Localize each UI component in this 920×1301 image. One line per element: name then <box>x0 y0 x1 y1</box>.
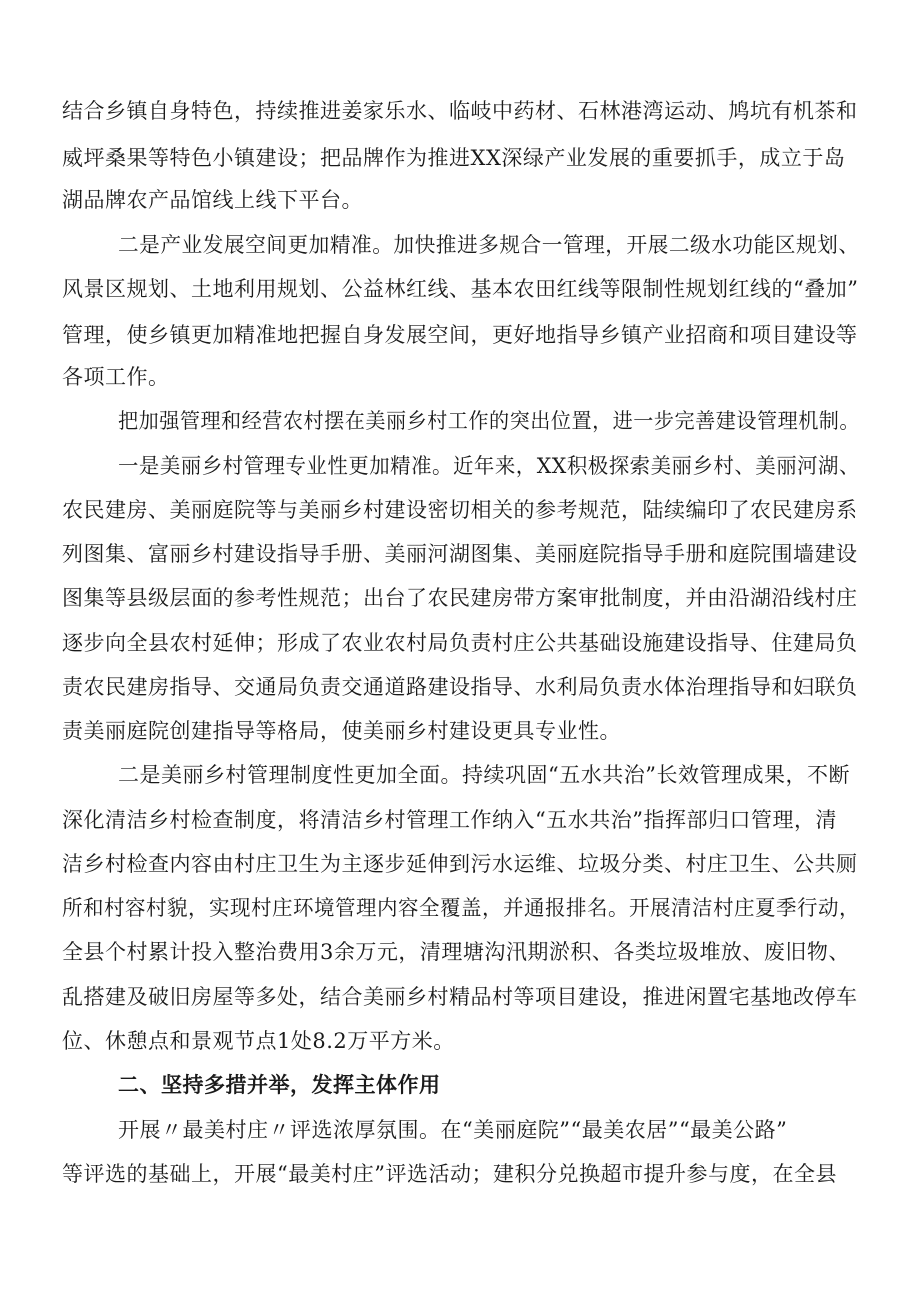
text-line: 等评选的基础上，开展“最美村庄”评选活动；建积分兑换超市提升参与度，在全县 <box>62 1162 837 1186</box>
text-line: 威坪桑果等特色小镇建设；把品牌作为推进XX深绿产业发展的重要抓手，成立于岛 <box>62 146 846 170</box>
text-line: 各项工作。 <box>62 365 170 389</box>
paragraph-first-line: 二是产业发展空间更加精准。加快推进多规合一管理，开展二级水功能区规划、 <box>118 233 860 257</box>
text-line: 湖品牌农产品馆线上线下平台。 <box>62 188 363 212</box>
text-line: 农民建房、美丽庭院等与美丽乡村建设密切相关的参考规范，陆续编印了农民建房系 <box>62 498 858 522</box>
text-line: 责美丽庭院创建指导等格局，使美丽乡村建设更具专业性。 <box>62 719 621 743</box>
text-line: 结合乡镇自身特色，持续推进姜家乐水、临岐中药材、石林港湾运动、鸠坑有机茶和 <box>62 99 858 123</box>
text-line: 洁乡村检查内容由村庄卫生为主逐步延伸到污水运维、垃圾分类、村庄卫生、公共厕 <box>62 852 858 876</box>
section-heading: 二、坚持多措并举，发挥主体作用 <box>118 1073 441 1097</box>
text-line: 列图集、富丽乡村建设指导手册、美丽河湖图集、美丽庭院指导手册和庭院围墙建设 <box>62 542 858 566</box>
text-line: 乱搭建及破旧房屋等多处，结合美丽乡村精品村等项目建设，推进闲置宅基地改停车 <box>62 985 858 1009</box>
paragraph-first-line: 开展〃最美村庄〃评选浓厚氛围。在“美丽庭院”“最美农居”“最美公路” <box>118 1118 788 1142</box>
text-line: 逐步向全县农村延伸；形成了农业农村局负责村庄公共基础设施建设指导、住建局负 <box>62 631 858 655</box>
paragraph-first-line: 把加强管理和经营农村摆在美丽乡村工作的突出位置，进一步完善建设管理机制。 <box>118 409 861 433</box>
text-line: 管理，使乡镇更加精准地把握自身发展空间，更好地指导乡镇产业招商和项目建设等 <box>62 323 858 347</box>
text-line: 深化清洁乡村检查制度，将清洁乡村管理工作纳入“五水共治”指挥部归口管理，清 <box>62 808 837 832</box>
paragraph-first-line: 一是美丽乡村管理专业性更加精准。近年来，XX积极探索美丽乡村、美丽河湖、 <box>118 454 860 478</box>
text-line: 风景区规划、土地利用规划、公益林红线、基本农田红线等限制性规划红线的“叠加” <box>62 277 859 301</box>
text-line: 全县个村累计投入整治费用3余万元，清理塘沟汛期淤积、各类垃圾堆放、废旧物、 <box>62 940 850 964</box>
text-line: 位、休憩点和景观节点1处8.2万平方米。 <box>62 1029 455 1053</box>
paragraph-first-line: 二是美丽乡村管理制度性更加全面。持续巩固“五水共治”长效管理成果，不断 <box>118 763 850 787</box>
text-line: 所和村容村貌，实现村庄环境管理内容全覆盖，并通报排名。开展清洁村庄夏季行动， <box>62 896 860 920</box>
text-line: 责农民建房指导、交通局负责交通道路建设指导、水利局负责水体治理指导和妇联负 <box>62 675 858 699</box>
text-line: 图集等县级层面的参考性规范；出台了农民建房带方案审批制度，并由沿湖沿线村庄 <box>62 586 858 610</box>
